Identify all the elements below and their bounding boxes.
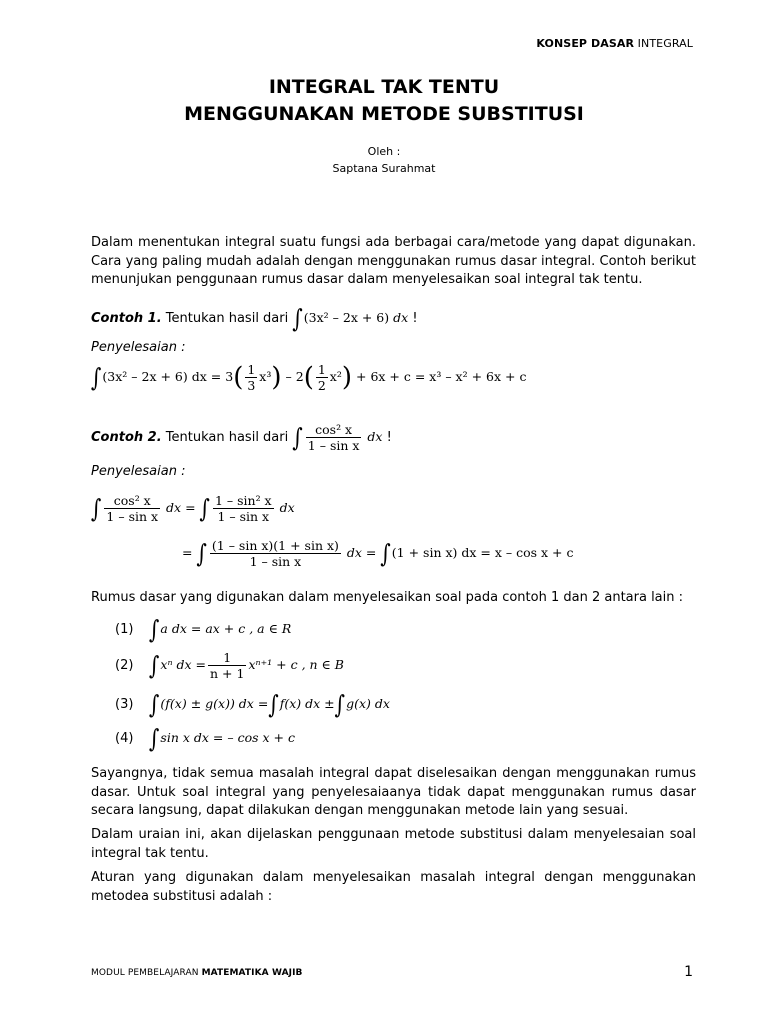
intro-paragraph: Dalam menentukan integral suatu fungsi ada berbagai cara/metode yang dapat digunakan. Cara yang paling mudah adalah dengan menggunakan rumus dasar integral. Contoh berikut menunjukan penggunaan rumus dasar dalam menyelesaikan soal integral tak tentu. bbox=[91, 235, 696, 287]
example2-question bbox=[91, 422, 392, 453]
byline-label: Oleh : bbox=[367, 145, 401, 158]
example2-prompt: Tentukan hasil dari bbox=[165, 430, 289, 445]
integral-sign-icon: ∫ bbox=[149, 614, 160, 644]
rumus-item bbox=[115, 614, 292, 644]
rumus-expr: f(x) dx ± bbox=[279, 696, 335, 711]
fraction: $\frac{\text{cos² x}}{\text{1 – sin x}}$ bbox=[106, 493, 159, 524]
integral-sign-icon: ∫ bbox=[91, 362, 102, 392]
ex2-step2-mid: dx = bbox=[346, 545, 377, 560]
running-footer bbox=[91, 968, 303, 978]
header-bold: KONSEP DASAR bbox=[536, 37, 635, 50]
rumus-item bbox=[115, 723, 295, 753]
ex1-sol-lhs: (3x² – 2x + 6) bbox=[102, 369, 188, 384]
paragraph-2: Sayangnya, tidak semua masalah integral dapat diselesaikan dengan menggunakan rumus dasar. Untuk soal integral yang penyelesaiaanya tidak dapat menggunakan rumus dasar secara langsung, dapat dilakukan dengan menggunakan metode lain yang sesuai. bbox=[91, 766, 696, 818]
footer-normal: MODUL PEMBELAJARAN bbox=[91, 968, 202, 978]
fraction: $\frac{1}{n + 1}$ bbox=[210, 650, 245, 681]
rumus-number: (1) bbox=[115, 622, 134, 637]
rumus-expr: g(x) dx bbox=[346, 696, 390, 711]
ex2-step1-mid: dx = bbox=[166, 500, 196, 515]
example1-prompt: Tentukan hasil dari bbox=[165, 311, 289, 326]
example2-step2 bbox=[182, 538, 574, 569]
ex1-sol-end: + 6x + c = x³ – x² + 6x + c bbox=[356, 369, 527, 384]
example1-question bbox=[91, 303, 418, 333]
fraction: $\frac{1}{3}$ bbox=[247, 362, 256, 393]
example1-solution: ∫(3x² – 2x + 6) dx = 3( $\frac{1}{3}$ x³) – 2( $\frac{1}{2}$ x²) + 6x + c = x³ – x² + 6x + c bbox=[91, 362, 527, 393]
ex2-step2-eq: = bbox=[182, 545, 193, 560]
author-name: Saptana Surahmat bbox=[332, 162, 436, 175]
rumus-item bbox=[115, 650, 344, 681]
integral-sign-icon: ∫ bbox=[292, 422, 303, 452]
rumus-expr: xⁿ⁺¹ + c , n ∈ B bbox=[248, 657, 344, 672]
example1-integrand: (3x² – 2x + 6) bbox=[303, 310, 390, 325]
paragraph-4: Aturan yang digunakan dalam menyelesaikan masalah integral dengan menggunakan metodea substitusi adalah : bbox=[91, 870, 696, 904]
ex1-term1: x³ bbox=[259, 369, 272, 384]
example1-integral bbox=[292, 303, 409, 333]
example2-solution-label: Penyelesaian : bbox=[91, 464, 186, 479]
rumus-expr: (f(x) ± g(x)) dx = bbox=[160, 696, 269, 711]
integral-sign-icon: ∫ bbox=[149, 650, 160, 680]
fraction: $\frac{1}{2}$ bbox=[317, 362, 326, 393]
ex1-term2: x² bbox=[329, 369, 342, 384]
ex2-step1-end: dx bbox=[279, 500, 295, 515]
integral-sign-icon: ∫ bbox=[91, 493, 102, 523]
rumus-expr: sin x dx = – cos x + c bbox=[160, 730, 295, 745]
rumus-item bbox=[115, 689, 390, 719]
example2-label: Contoh 2. bbox=[91, 430, 162, 445]
integral-sign-icon: ∫ bbox=[149, 723, 160, 753]
fraction: $\frac{\text{(1 – sin x)(1 + sin x)}}{\text{1 – sin x}}$ bbox=[211, 538, 339, 569]
example2-bang: ! bbox=[386, 430, 392, 445]
rumus-number: (3) bbox=[115, 697, 134, 712]
header-normal: INTEGRAL bbox=[634, 37, 693, 50]
ex1-mid: – 2 bbox=[285, 369, 304, 384]
paragraph-3: Dalam uraian ini, akan dijelaskan penggunaan metode substitusi dalam menyelesaian soal integral tak tentu. bbox=[91, 827, 696, 861]
example2-step1 bbox=[91, 493, 295, 524]
ex2-step2-end: (1 + sin x) dx = x – cos x + c bbox=[391, 545, 574, 560]
example1-bang: ! bbox=[412, 311, 418, 326]
example1-label: Contoh 1. bbox=[91, 311, 162, 326]
rumus-number: (2) bbox=[115, 658, 134, 673]
example2-dx: dx bbox=[367, 429, 383, 444]
footer-bold: MATEMATIKA WAJIB bbox=[201, 968, 303, 978]
running-header bbox=[536, 37, 693, 50]
integral-sign-icon: ∫ bbox=[199, 493, 210, 523]
rumus-expr: a dx = ax + c , a ∈ R bbox=[160, 621, 292, 636]
integral-sign-icon: ∫ bbox=[292, 303, 303, 333]
integral-sign-icon: ∫ bbox=[380, 538, 391, 568]
rumus-expr: xⁿ dx = bbox=[160, 657, 207, 672]
example1-solution-label: Penyelesaian : bbox=[91, 340, 186, 355]
page-number: 1 bbox=[684, 964, 693, 980]
rumus-number: (4) bbox=[115, 731, 134, 746]
integral-sign-icon: ∫ bbox=[334, 689, 346, 719]
fraction: $\frac{\text{cos² x}}{\text{1 – sin x}}$ bbox=[307, 422, 360, 453]
integral-sign-icon: ∫ bbox=[149, 689, 160, 719]
rumus-intro: Rumus dasar yang digunakan dalam menyelesaikan soal pada contoh 1 dan 2 antara lain : bbox=[91, 590, 684, 605]
integral-sign-icon: ∫ bbox=[196, 538, 207, 568]
fraction: $\frac{\text{1 – sin² x}}{\text{1 – sin x}}$ bbox=[214, 493, 272, 524]
ex1-sol-eq: dx = 3 bbox=[191, 369, 234, 384]
page-title-line1: INTEGRAL TAK TENTU bbox=[268, 76, 500, 98]
integral-sign-icon: ∫ bbox=[268, 689, 279, 719]
page-title-line2: MENGGUNAKAN METODE SUBSTITUSI bbox=[184, 103, 584, 125]
example1-dx: dx bbox=[393, 310, 409, 325]
